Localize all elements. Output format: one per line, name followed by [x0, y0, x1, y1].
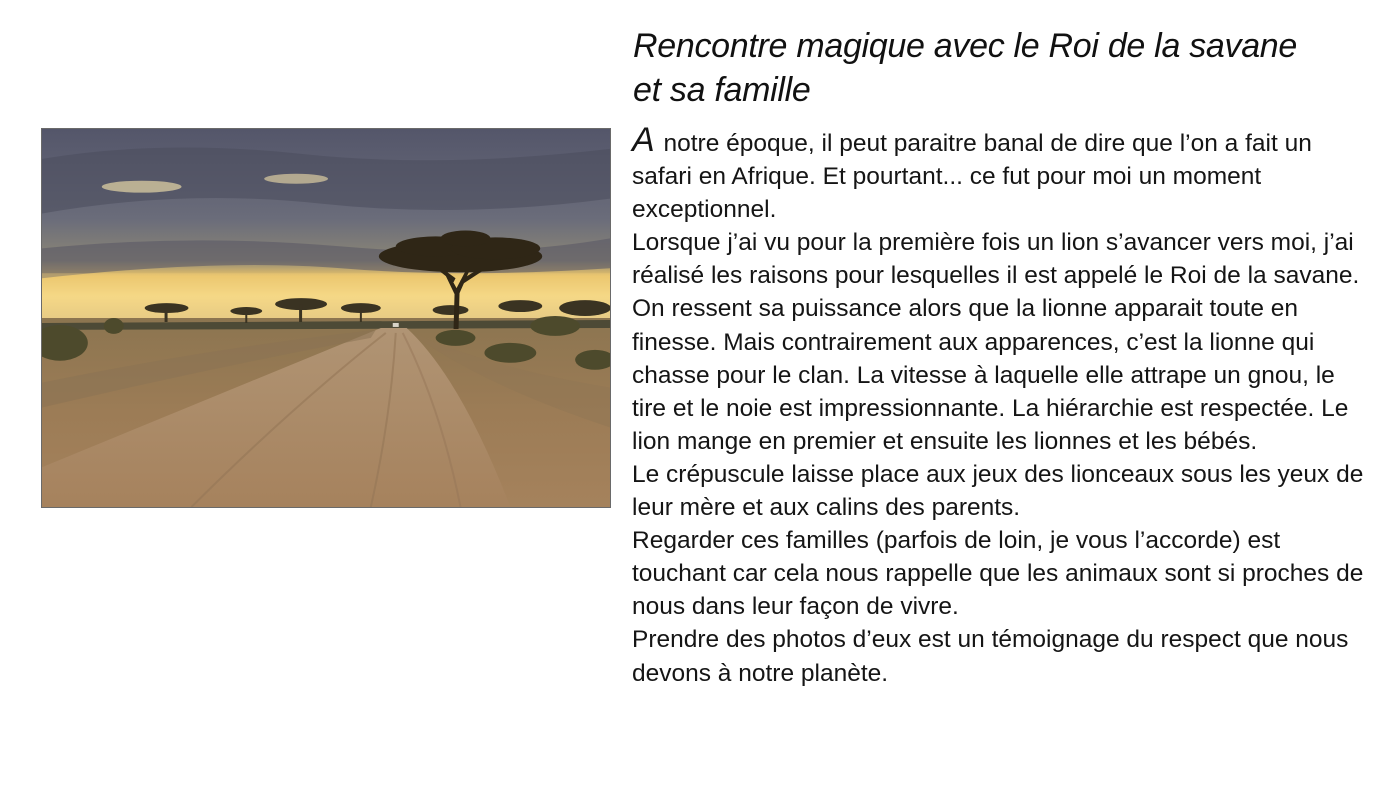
savanna-landscape-image [42, 129, 610, 507]
paragraph-families: Regarder ces familles (parfois de loin, je vous l’accorde) est touchant car cela nous rappelle que les animaux sont si proches de nous dans leur façon de vivre. [632, 527, 1364, 621]
savanna-photo [41, 128, 611, 508]
paragraph-intro [632, 121, 1372, 226]
drop-cap: A [632, 121, 655, 159]
paragraph-twilight: Le crépuscule laisse place aux jeux des lionceaux sous les yeux de leur mère et aux calins des parents. [632, 460, 1364, 522]
article-body [632, 121, 1372, 690]
safari-vehicle-icon [393, 323, 399, 327]
article-title-line-2: et sa famille [633, 71, 811, 109]
paragraph-respect: Prendre des photos d’eux est un témoignage du respect que nous devons à notre planète. [632, 626, 1349, 687]
paragraph-intro-text: notre époque, il peut paraitre banal de dire que l’on a fait un safari en Afrique. Et pourtant... ce fut pour moi un moment exceptionnel. [632, 130, 1312, 224]
article-title [633, 24, 1353, 112]
paragraph-lion: Lorsque j’ai vu pour la première fois un lion s’avancer vers moi, j’ai réalisé les raisons pour lesquelles il est appelé le Roi de la savane. On ressent sa puissance alors que la lionne apparait toute en finesse. Mais contrairement aux apparences, c’est la lionne qui chasse pour le clan. La vitesse à laquelle elle attrape un gnou, le tire et le noie est impressionnante. La hiérarchie est respectée. Le lion mange en premier et ensuite les lionnes et les bébés. [632, 229, 1360, 455]
article-title-line-1: Rencontre magique avec le Roi de la savane [633, 27, 1298, 65]
